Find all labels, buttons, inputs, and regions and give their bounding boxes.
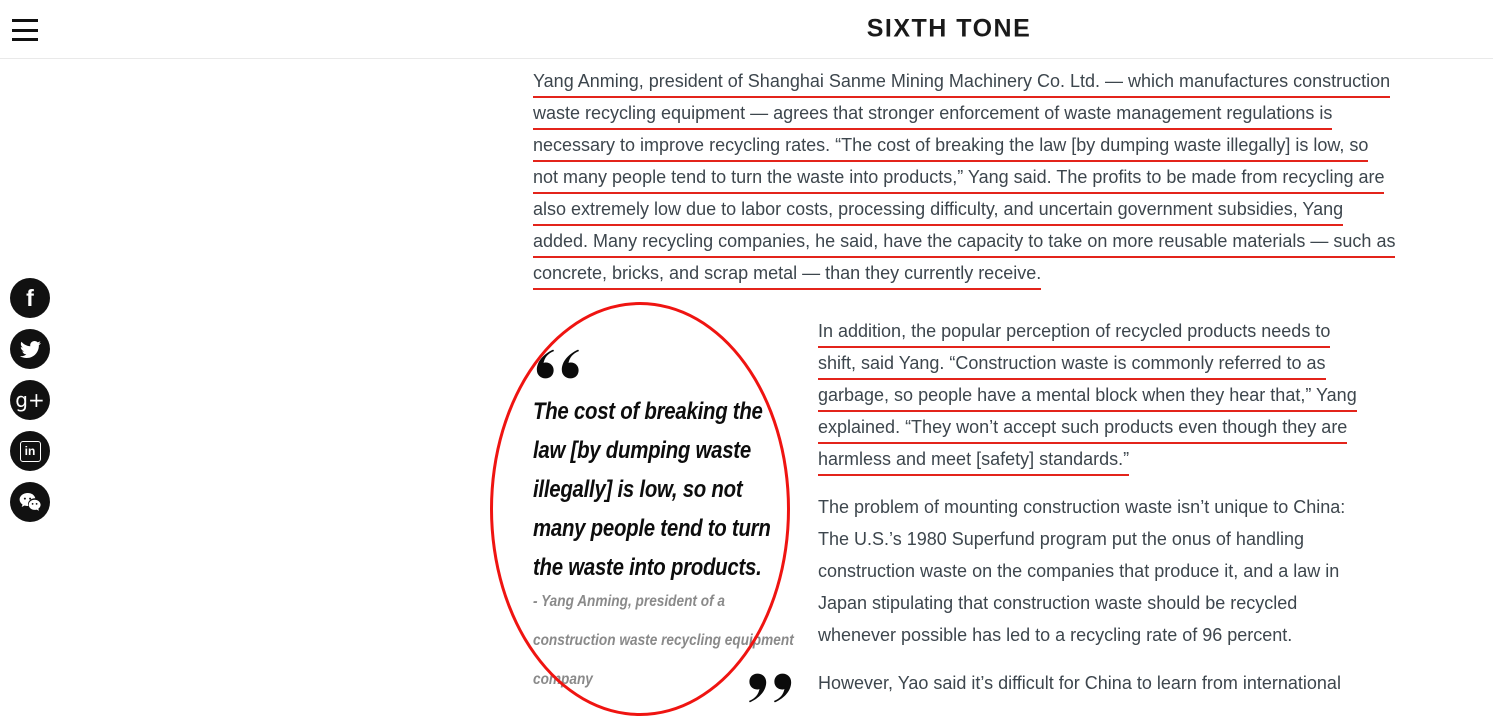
- text-line: shift, said Yang. “Construction waste is commonly referred to as: [818, 352, 1326, 380]
- text-line: However, Yao said it’s difficult for China to learn from international: [818, 673, 1341, 693]
- text-line: illegally] is low, so not: [533, 476, 743, 503]
- text-line: Japan stipulating that construction waste should be recycled: [818, 593, 1298, 613]
- text-line: whenever possible has led to a recycling rate of 96 percent.: [818, 625, 1293, 645]
- text-line: explained. “They won’t accept such products even though they are: [818, 416, 1347, 444]
- hamburger-bar: [12, 19, 38, 22]
- article-paragraph-1: [533, 70, 1396, 290]
- text-line: The cost of breaking the: [533, 398, 763, 425]
- text-line: also extremely low due to labor costs, processing difficulty, and uncertain government subsidies, Yang: [533, 198, 1343, 226]
- pull-quote-block: [533, 294, 818, 709]
- text-line: harmless and meet [safety] standards.”: [818, 448, 1129, 476]
- close-quote-icon: [747, 672, 795, 704]
- text-line: the waste into products.: [533, 554, 762, 581]
- facebook-icon: f: [26, 284, 34, 311]
- linkedin-icon: in: [20, 441, 41, 462]
- text-line: necessary to improve recycling rates. “The cost of breaking the law [by dumping waste illegally] is low, so: [533, 134, 1368, 162]
- text-line: construction waste recycling equipment: [533, 632, 794, 649]
- text-line: added. Many recycling companies, he said, have the capacity to take on more reusable materials — such as: [533, 230, 1395, 258]
- article-body: [533, 60, 1396, 709]
- twitter-bird-icon: [20, 339, 41, 360]
- text-line: not many people tend to turn the waste into products,” Yang said. The profits to be made from recycling are: [533, 166, 1384, 194]
- two-column-section: [533, 294, 1366, 709]
- text-line: company: [533, 671, 593, 688]
- text-line: The problem of mounting construction waste isn’t unique to China:: [818, 497, 1346, 517]
- hamburger-menu-button[interactable]: [12, 19, 38, 41]
- open-quote-icon: [533, 348, 581, 380]
- google-plus-icon: g+: [15, 388, 45, 412]
- wechat-share-button[interactable]: [10, 482, 50, 522]
- article-paragraph-2: [818, 320, 1366, 476]
- text-line: In addition, the popular perception of recycled products needs to: [818, 320, 1330, 348]
- text-line: - Yang Anming, president of a: [533, 593, 725, 610]
- text-line: law [by dumping waste: [533, 437, 751, 464]
- site-logo[interactable]: SIXTH TONE: [866, 14, 1032, 43]
- right-text-column: [818, 294, 1366, 704]
- pull-quote-text: [533, 397, 818, 583]
- hamburger-bar: [12, 29, 38, 32]
- text-line: waste recycling equipment — agrees that stronger enforcement of waste management regulations is: [533, 102, 1332, 130]
- article-paragraph-3: [818, 496, 1366, 646]
- text-line: The U.S.’s 1980 Superfund program put the onus of handling: [818, 529, 1304, 549]
- facebook-share-button[interactable]: [10, 278, 50, 318]
- text-line: concrete, bricks, and scrap metal — than they currently receive.: [533, 262, 1041, 290]
- hamburger-bar: [12, 38, 38, 41]
- wechat-bubbles-icon: [18, 490, 42, 514]
- text-line: construction waste on the companies that produce it, and a law in: [818, 561, 1340, 581]
- article-paragraph-4: [818, 672, 1366, 694]
- text-line: Yang Anming, president of Shanghai Sanme Mining Machinery Co. Ltd. — which manufactures construction: [533, 70, 1390, 98]
- text-line: garbage, so people have a mental block when they hear that,” Yang: [818, 384, 1357, 412]
- google-plus-share-button[interactable]: [10, 380, 50, 420]
- twitter-share-button[interactable]: [10, 329, 50, 369]
- site-header: [0, 0, 1493, 59]
- social-share-sidebar: [10, 278, 50, 522]
- linkedin-share-button[interactable]: [10, 431, 50, 471]
- text-line: many people tend to turn: [533, 515, 771, 542]
